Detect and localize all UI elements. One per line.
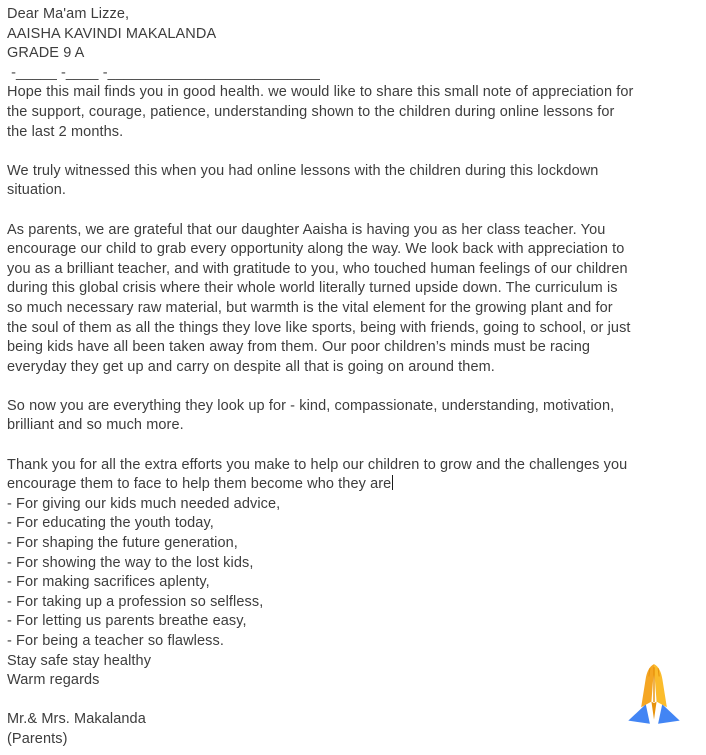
blank-line (7, 142, 706, 162)
paragraph-1-line: the support, courage, patience, understanding shown to the children during online lessons for (7, 103, 615, 120)
paragraph-3-line: As parents, we are grateful that our daughter Aaisha is having you as her class teacher. You (7, 221, 606, 238)
signature-role: (Parents) (7, 730, 68, 747)
paragraph-1-line: Hope this mail finds you in good health. we would like to share this small note of appreciation for (7, 84, 634, 101)
paragraph-3-line: being kids have all been taken away from them. Our poor children’s minds must be racing (7, 339, 591, 356)
closing-line: Warm regards (7, 672, 100, 689)
blank-line (7, 691, 706, 711)
text-caret (392, 475, 394, 490)
list-item: - For making sacrifices aplenty, (7, 574, 210, 591)
grade-line: GRADE 9 A (7, 45, 85, 62)
student-name: AAISHA KAVINDI MAKALANDA (7, 25, 217, 42)
letter-body-editor[interactable] (7, 5, 706, 750)
paragraph-5-line: Thank you for all the extra efforts you make to help our children to grow and the challenges you (7, 456, 628, 473)
list-item: - For taking up a profession so selfless, (7, 593, 264, 610)
paragraph-4-line: So now you are everything they look up for - kind, compassionate, understanding, motivation, (7, 397, 615, 414)
blank-line (7, 377, 706, 397)
paragraph-2-line: We truly witnessed this when you had online lessons with the children during this lockdown (7, 162, 599, 179)
paragraph-3-line: the soul of them as all the things they love like sports, being with friends, going to school, or just (7, 319, 631, 336)
closing-line: Stay safe stay healthy (7, 652, 152, 669)
folded-hands-emoji (617, 660, 691, 734)
paragraph-3-line: everyday they get up and carry on despite all that is going on around them. (7, 358, 495, 375)
list-item: - For shaping the future generation, (7, 535, 238, 552)
list-item: - For being a teacher so flawless. (7, 633, 224, 649)
paragraph-1-line: the last 2 months. (7, 123, 124, 140)
blank-line (7, 436, 706, 456)
paragraph-3-line: you as a brilliant teacher, and with gratitude to you, who touched human feelings of our children (7, 260, 628, 277)
salutation: Dear Ma'am Lizze, (7, 6, 130, 22)
folded-hands-emoji-svg (617, 660, 691, 734)
list-item: - For educating the youth today, (7, 515, 214, 532)
list-item: - For letting us parents breathe easy, (7, 613, 247, 630)
paragraph-3-line: encourage our child to grab every opportunity along the way. We look back with appreciation to (7, 241, 625, 258)
paragraph-3-line: during this global crisis where their whole world literally turned upside down. The curriculum is (7, 280, 618, 297)
paragraph-5-line-with-caret (7, 475, 706, 495)
blank-line (7, 201, 706, 221)
paragraph-2-line: situation. (7, 182, 67, 199)
paragraph-4-line: brilliant and so much more. (7, 417, 184, 434)
signature-name: Mr.& Mrs. Makalanda (7, 711, 146, 728)
list-item: - For giving our kids much needed advice, (7, 495, 281, 512)
list-item: - For showing the way to the lost kids, (7, 554, 254, 571)
paragraph-5-line-text: encourage them to face to help them become who they are (7, 476, 392, 493)
dashed-separator: -_____ -____ -__________________________ (7, 64, 320, 81)
paragraph-3-line: so much necessary raw material, but warmth is the vital element for the growing plant and for (7, 299, 613, 316)
